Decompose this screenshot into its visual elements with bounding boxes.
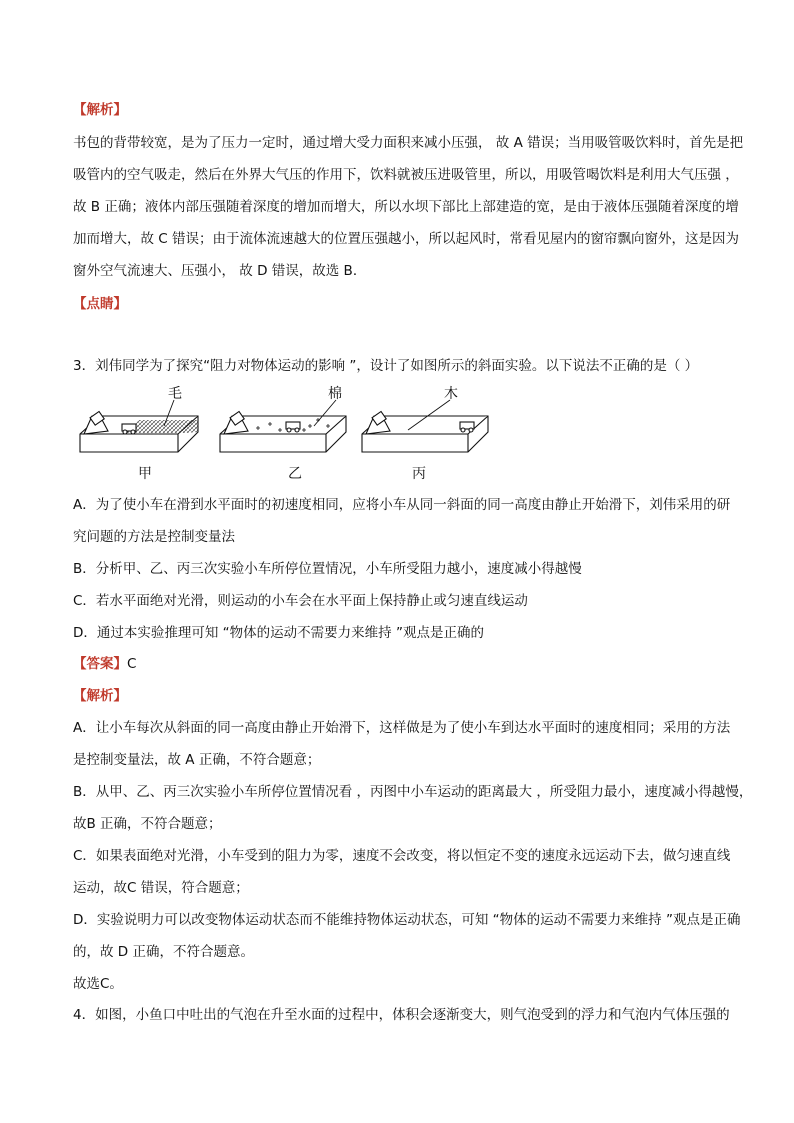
q3-analysis-line-6: 运动，故C 错误，符合题意； <box>73 880 249 896</box>
label-yi: 乙 <box>288 466 302 482</box>
incline-experiment-figure <box>78 386 498 488</box>
q3-analysis-line-8: 的，故 D 正确，不符合题意。 <box>73 944 254 960</box>
answer-heading: 【答案】 <box>73 656 127 672</box>
q3-analysis-line-2: 是控制变量法，故 A 正确，不符合题意； <box>73 752 321 768</box>
analysis-line-4: 加而增大，故 C 错误；由于流体流速越大的位置压强越小，所以起风时，常看见屋内的窗帘飘向窗外，这是因为 <box>73 231 740 247</box>
answer-value: C <box>127 656 137 672</box>
q3-analysis-line-7: D．实验说明力可以改变物体运动状态而不能维持物体运动状态，可知 “物体的运动不需要力来维持 ”观点是正确 <box>73 912 741 928</box>
answer-row <box>73 655 136 673</box>
label-wood: 木 <box>444 386 458 402</box>
label-cotton: 棉 <box>328 386 342 402</box>
label-bing: 丙 <box>412 466 426 482</box>
q3-analysis-line-9: 故选C。 <box>73 976 123 992</box>
label-jia: 甲 <box>138 466 152 482</box>
analysis-line-2: 吸管内的空气吸走，然后在外界大气压的作用下，饮料就被压进吸管里，所以，用吸管喝饮料是利用大气压强 ， <box>73 167 739 183</box>
label-fur: 毛 <box>168 386 182 402</box>
analysis-line-3: 故 B 正确；液体内部压强随着深度的增加而增大，所以水坝下部比上部建造的宽，是由于液体压强随着深度的增 <box>73 199 739 215</box>
section-analysis-heading-2: 【解析】 <box>73 688 127 704</box>
section-analysis-heading: 【解析】 <box>73 102 127 118</box>
question-4-stem: 4．如图，小鱼口中吐出的气泡在升至水面的过程中，体积会逐渐变大，则气泡受到的浮力和气泡内气体压强的 <box>73 1007 730 1023</box>
q3-analysis-line-3: B．从甲、乙、丙三次实验小车所停位置情况看 ，丙图中小车运动的距离最大 ，所受阻力最小，速度减小得越慢， <box>73 784 753 800</box>
option-b: B．分析甲、乙、丙三次实验小车所停位置情况，小车所受阻力越小，速度减小得越慢 <box>73 561 582 577</box>
option-a-line-2: 究问题的方法是控制变量法 <box>73 529 235 545</box>
q3-analysis-line-5: C．如果表面绝对光滑，小车受到的阻力为零，速度不会改变，将以恒定不变的速度永远运动下去，做匀速直线 <box>73 848 731 864</box>
q3-analysis-line-1: A．让小车每次从斜面的同一高度由静止开始滑下，这样做是为了使小车到达水平面时的速度相同；采用的方法 <box>73 720 731 736</box>
option-d: D．通过本实验推理可知 “物体的运动不需要力来维持 ”观点是正确的 <box>73 625 484 641</box>
panel-fur <box>80 411 198 452</box>
option-c: C．若水平面绝对光滑，则运动的小车会在水平面上保持静止或匀速直线运动 <box>73 593 528 609</box>
panel-cotton <box>220 411 346 452</box>
analysis-line-1: 书包的背带较宽，是为了压力一定时，通过增大受力面积来减小压强， 故 A 错误；当用吸管吸饮料时，首先是把 <box>73 135 744 151</box>
question-3-stem: 3．刘伟同学为了探究“阻力对物体运动的影响 ”，设计了如图所示的斜面实验。以下说法不正确的是（ ） <box>73 358 699 374</box>
option-a-line-1: A．为了使小车在滑到水平面时的初速度相同，应将小车从同一斜面的同一高度由静止开始滑下，刘伟采用的研 <box>73 497 731 513</box>
section-comment-heading: 【点睛】 <box>73 296 127 312</box>
analysis-line-5: 窗外空气流速大、压强小， 故 D 错误，故选 B． <box>73 263 367 279</box>
q3-analysis-line-4: 故B 正确，不符合题意； <box>73 816 222 832</box>
